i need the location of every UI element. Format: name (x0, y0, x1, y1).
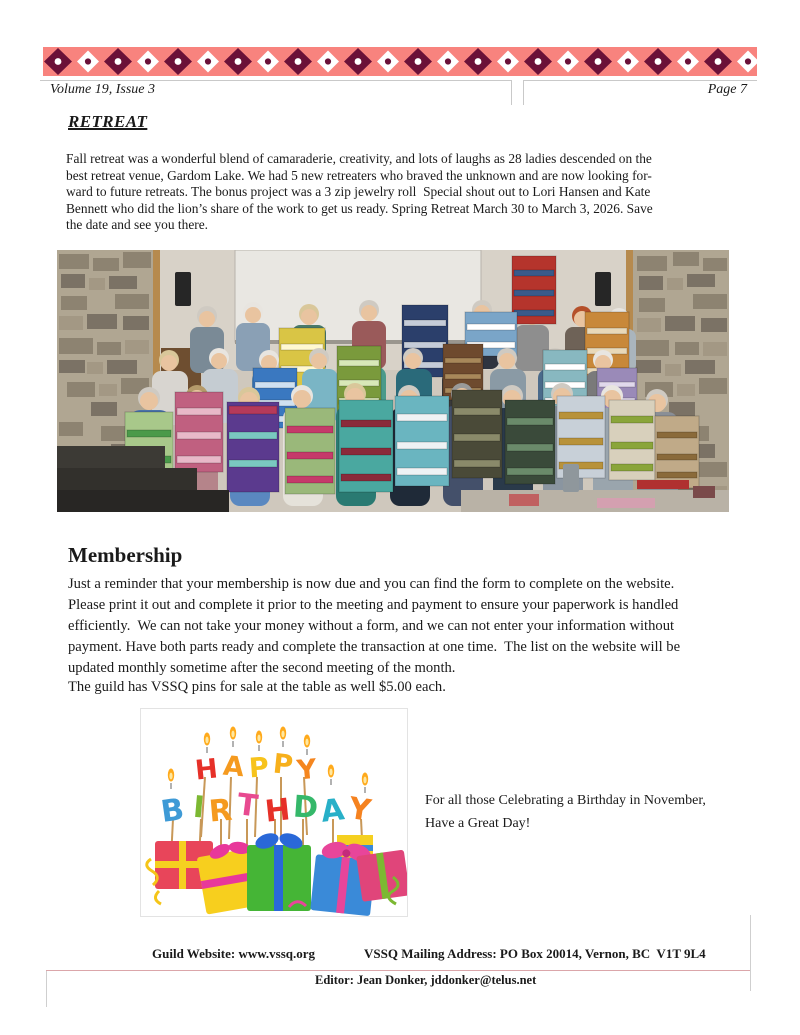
candle-letter: D (291, 789, 320, 827)
candle-letter: H (193, 753, 220, 787)
candle-letter: T (235, 787, 260, 825)
membership-paragraph (68, 574, 768, 679)
vssq-pins-line: The guild has VSSQ pins for sale at the table as well $5.00 each. (68, 679, 446, 695)
happy-letters (194, 748, 319, 786)
text-line: ward to future retreats. The bonus project was a 3 zip jewelry roll Special shout out to Lori Hansen and Kate (66, 184, 651, 199)
birthday-letters (159, 787, 375, 830)
candle-letter: A (221, 750, 246, 784)
guild-website-label: Guild Website: www.vssq.org (152, 946, 316, 961)
header-rule-right (524, 80, 757, 81)
candle-letter: P (271, 748, 295, 782)
membership-heading: Membership (68, 543, 183, 567)
text-line: efficiently. We can not take your money without a form, and we can not enter your information without (68, 618, 675, 634)
footer-box-right-border (750, 915, 751, 991)
text-line: best retreat venue, Gardom Lake. We had 5 new retreaters who braved the unknown and are now looking for- (66, 167, 652, 183)
birthday-message-line2: Have a Great Day! (425, 816, 531, 831)
text-line: payment. Have both parts ready and complete the transaction at one time. The list on the website will be (68, 639, 681, 655)
text-line: Just a reminder that your membership is now due and you can find the form to complete on the website. (68, 576, 675, 592)
page-number-label: Page 7 (707, 82, 747, 97)
footer-box-left-border (46, 971, 47, 1007)
header-rule-left (40, 80, 512, 81)
presents (147, 830, 407, 916)
wall-speaker-left (175, 272, 191, 306)
diamond-pattern-graphic (43, 47, 757, 76)
text-line: Please print it out and complete it prior to the meeting and payment to ensure your paperwork is handled (68, 597, 679, 613)
retreat-heading: RETREAT (68, 112, 148, 131)
wall-speaker-right (595, 272, 611, 306)
footer-rule (46, 970, 750, 971)
text-line: the date and see you there. (66, 217, 209, 232)
birthday-image-box (140, 708, 408, 917)
candle-letter: I (191, 789, 206, 826)
candle-letter: B (158, 792, 187, 830)
text-line: Bennett who did the lion’s share of the work to get us ready. Spring Retreat March 30 to March 3, 2026. Save (66, 200, 653, 216)
text-line: Fall retreat was a wonderful blend of camaraderie, creativity, and lots of laughs as 28 ladies descended on the (66, 151, 652, 166)
retreat-paragraph (66, 151, 766, 234)
birthday-graphic (141, 709, 407, 916)
candle-letter: A (318, 792, 347, 830)
candle-letter: Y (346, 790, 374, 829)
candle-letter: R (207, 792, 234, 830)
retreat-group-photo-graphic (57, 250, 729, 512)
mailing-address-label: VSSQ Mailing Address: PO Box 20014, Vernon, BC V1T 9L4 (364, 946, 706, 961)
header-tick-left (511, 80, 512, 105)
text-line: updated monthly sometime after the second meeting of the month. (68, 660, 456, 676)
retreat-group-photo (57, 250, 729, 512)
candle-letter: Y (295, 753, 318, 787)
diamond-border-band (43, 47, 757, 76)
header-tick-right (523, 80, 524, 105)
candle-letter: H (263, 792, 292, 830)
candle-letter: P (247, 752, 270, 785)
editor-label: Editor: Jean Donker, jddonker@telus.net (315, 973, 537, 987)
birthday-message-line1: For all those Celebrating a Birthday in November, (425, 793, 706, 808)
volume-issue-label: Volume 19, Issue 3 (50, 82, 155, 97)
